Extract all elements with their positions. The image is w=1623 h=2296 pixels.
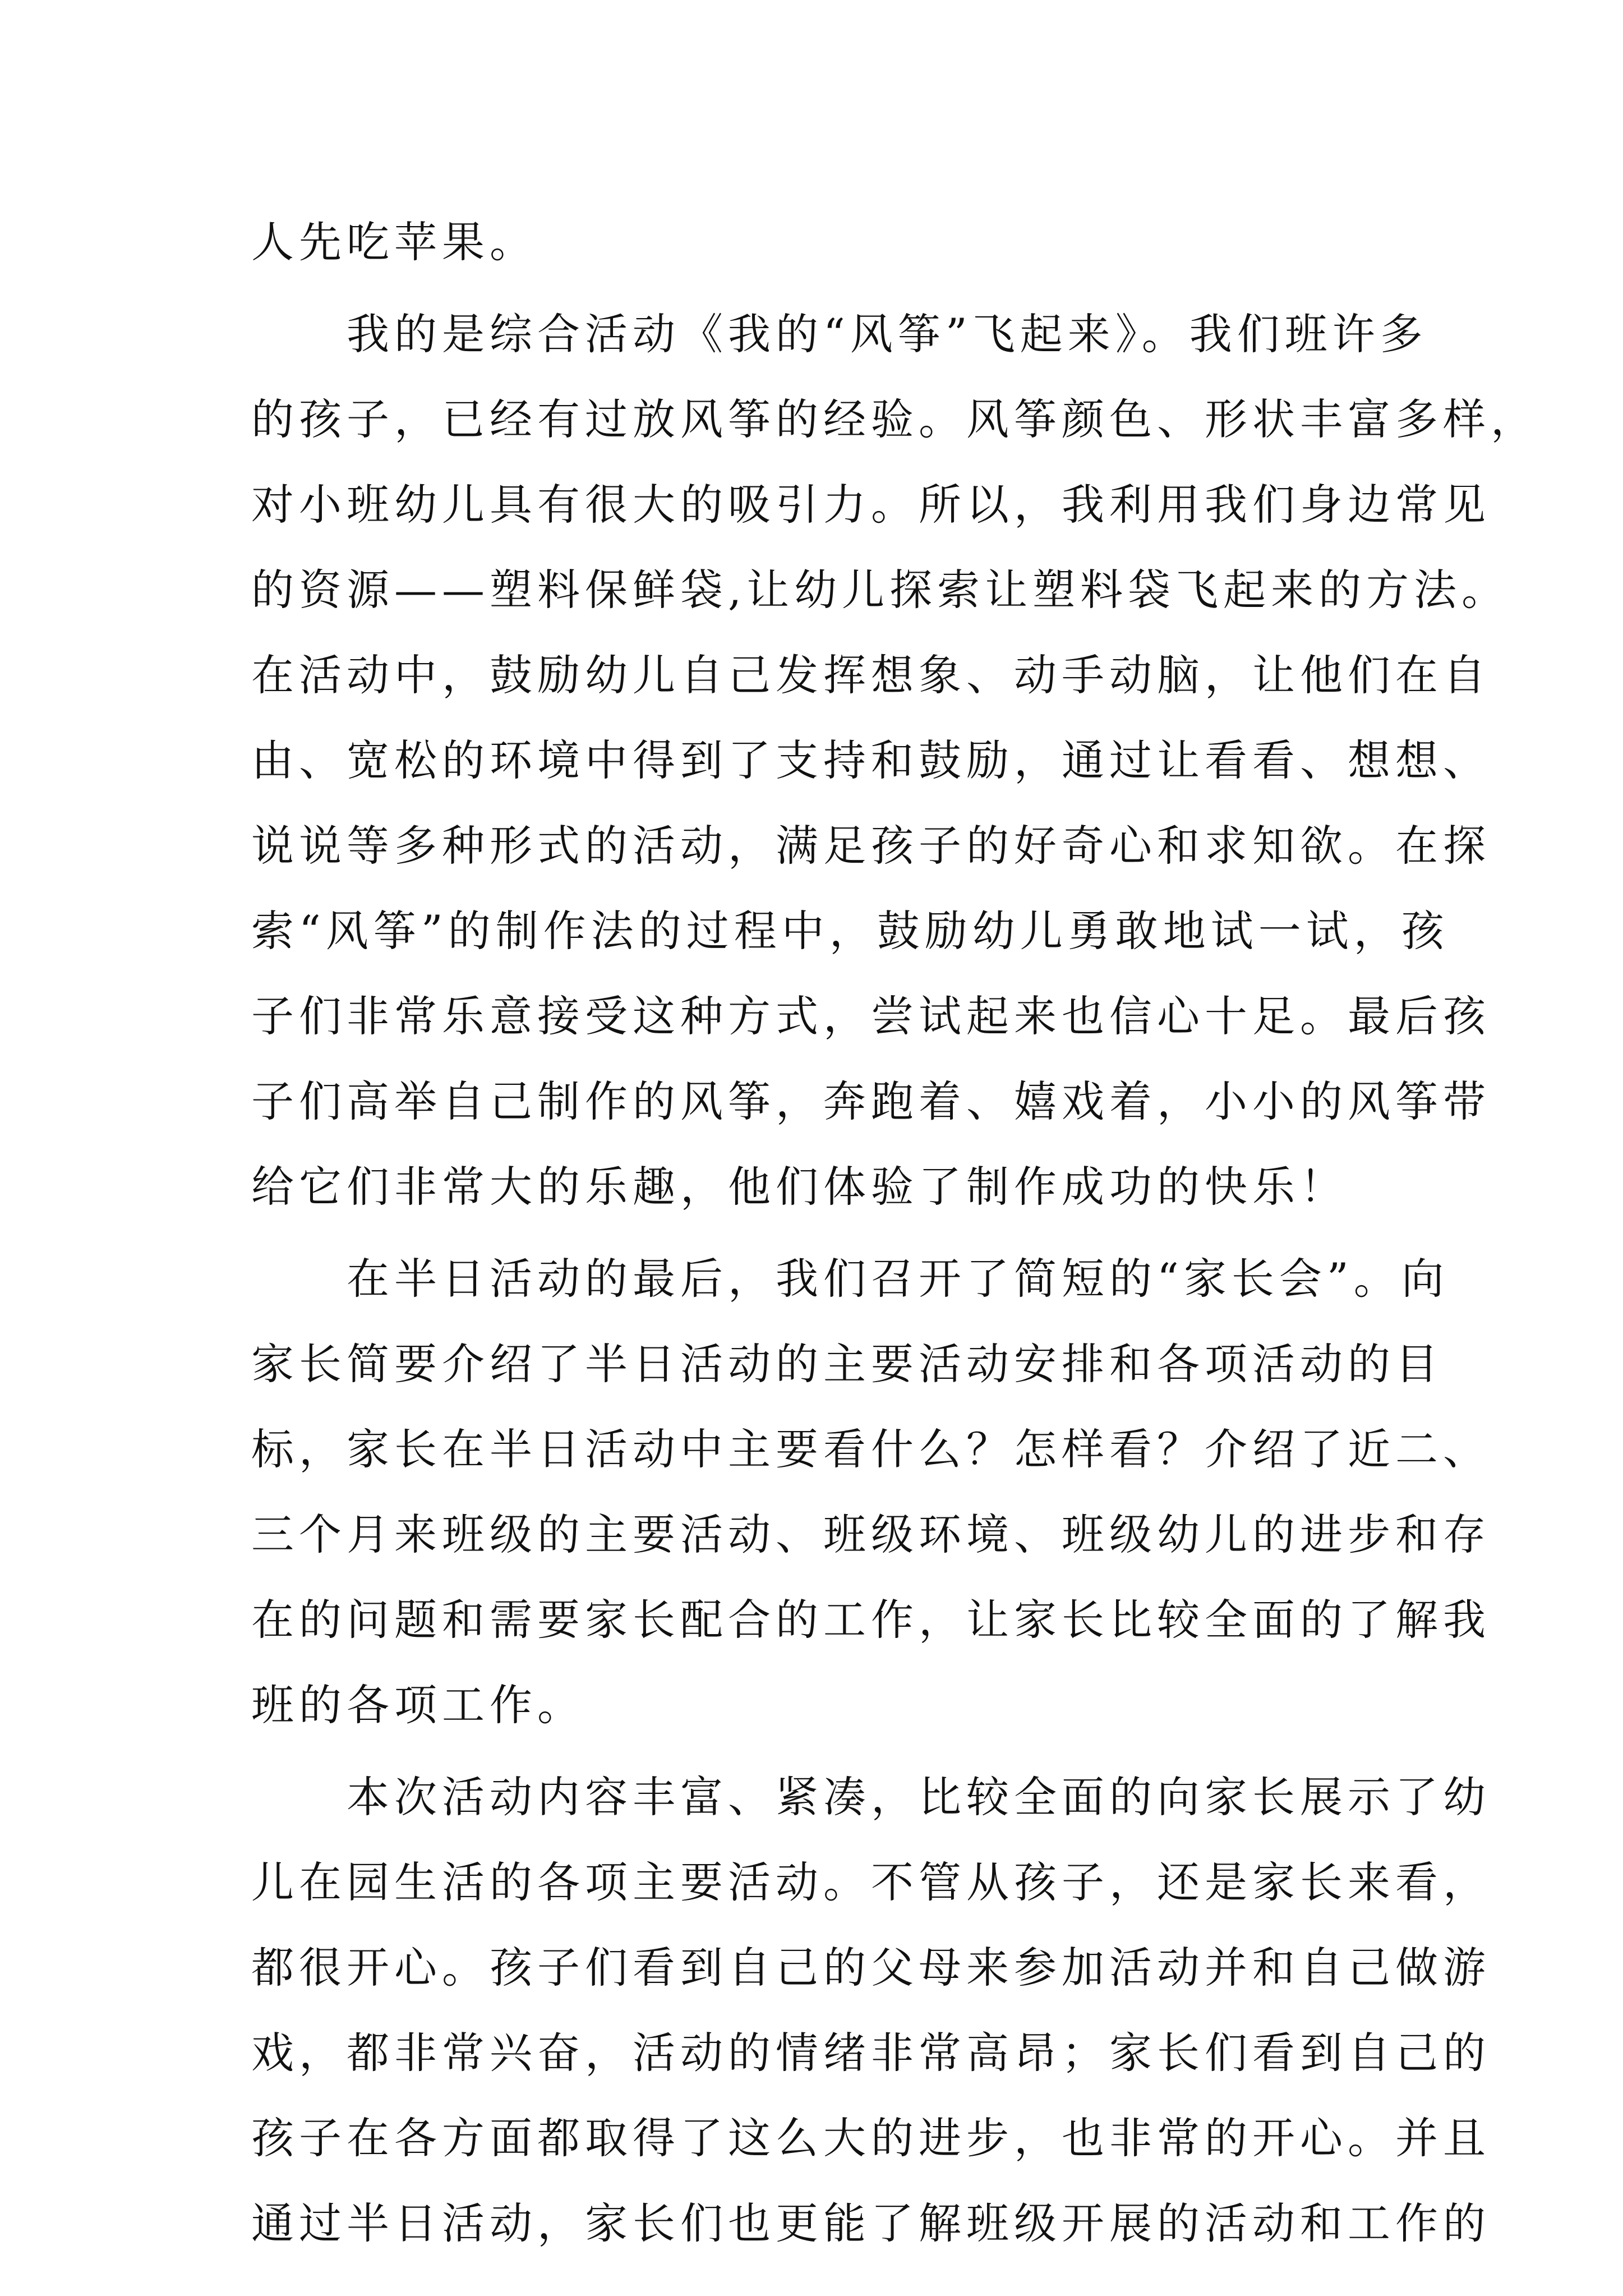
text-line: 通过半日活动，家长们也更能了解班级开展的活动和工作的 [251,2198,1491,2248]
text-line: 都很开心。孩子们看到自己的父母来参加活动并和自己做游 [251,1943,1491,1993]
text-line: 儿在园生活的各项主要活动。不管从孩子，还是家长来看， [251,1857,1491,1907]
text-line: 在半日活动的最后，我们召开了简短的“家长会”。向 [347,1254,1449,1304]
paragraph-gap [251,1230,1395,1236]
text-line: 本次活动内容丰富、紧凑，比较全面的向家长展示了幼 [347,1772,1491,1822]
text-line: 标，家长在半日活动中主要看什么？怎样看？介绍了近二、 [251,1424,1491,1474]
paragraph-gap [251,285,1395,292]
text-line: 子们高举自己制作的风筝，奔跑着、嬉戏着，小小的风筝带 [251,1076,1491,1126]
text-line: 给它们非常大的乐趣，他们体验了制作成功的快乐！ [251,1162,1348,1212]
paragraph [251,200,1395,285]
text-line: 三个月来班级的主要活动、班级环境、班级幼儿的进步和存 [251,1510,1491,1559]
text-line: 孩子在各方面都取得了这么大的进步，也非常的开心。并且 [251,2113,1491,2163]
text-line: 人先吃苹果。 [251,217,537,267]
text-line: 在活动中，鼓励幼儿自己发挥想象、动手动脑，让他们在自 [251,650,1491,700]
paragraph [251,292,1538,1230]
text-line: 说说等多种形式的活动，满足孩子的好奇心和求知欲。在探 [251,821,1491,871]
paragraph [251,1755,1491,2266]
paragraph-gap [251,1748,1395,1755]
text-line: 索“风筝”的制作法的过程中，鼓励幼儿勇敢地试一试，孩 [251,906,1449,956]
text-line: 家长简要介绍了半日活动的主要活动安排和各项活动的目 [251,1339,1443,1389]
text-line: 对小班幼儿具有很大的吸引力。所以，我利用我们身边常见 [251,480,1491,530]
text-line: 的孩子，已经有过放风筝的经验。风筝颜色、形状丰富多样， [251,394,1538,444]
text-line: 由、宽松的环境中得到了支持和鼓励，通过让看看、想想、 [251,735,1491,785]
text-line: 戏，都非常兴奋，活动的情绪非常高昂；家长们看到自己的 [251,2028,1491,2078]
paragraph [251,1236,1491,1748]
text-line: 我的是综合活动《我的“风筝”飞起来》。我们班许多 [347,309,1428,359]
text-line: 子们非常乐意接受这种方式，尝试起来也信心十足。最后孩 [251,991,1491,1041]
text-line: 班的各项工作。 [251,1680,585,1730]
text-line: 在的问题和需要家长配合的工作，让家长比较全面的了解我 [251,1595,1491,1645]
text-line: 的资源——塑料保鲜袋,让幼儿探索让塑料袋飞起来的方法。 [251,565,1510,615]
document-body [251,200,1538,2266]
